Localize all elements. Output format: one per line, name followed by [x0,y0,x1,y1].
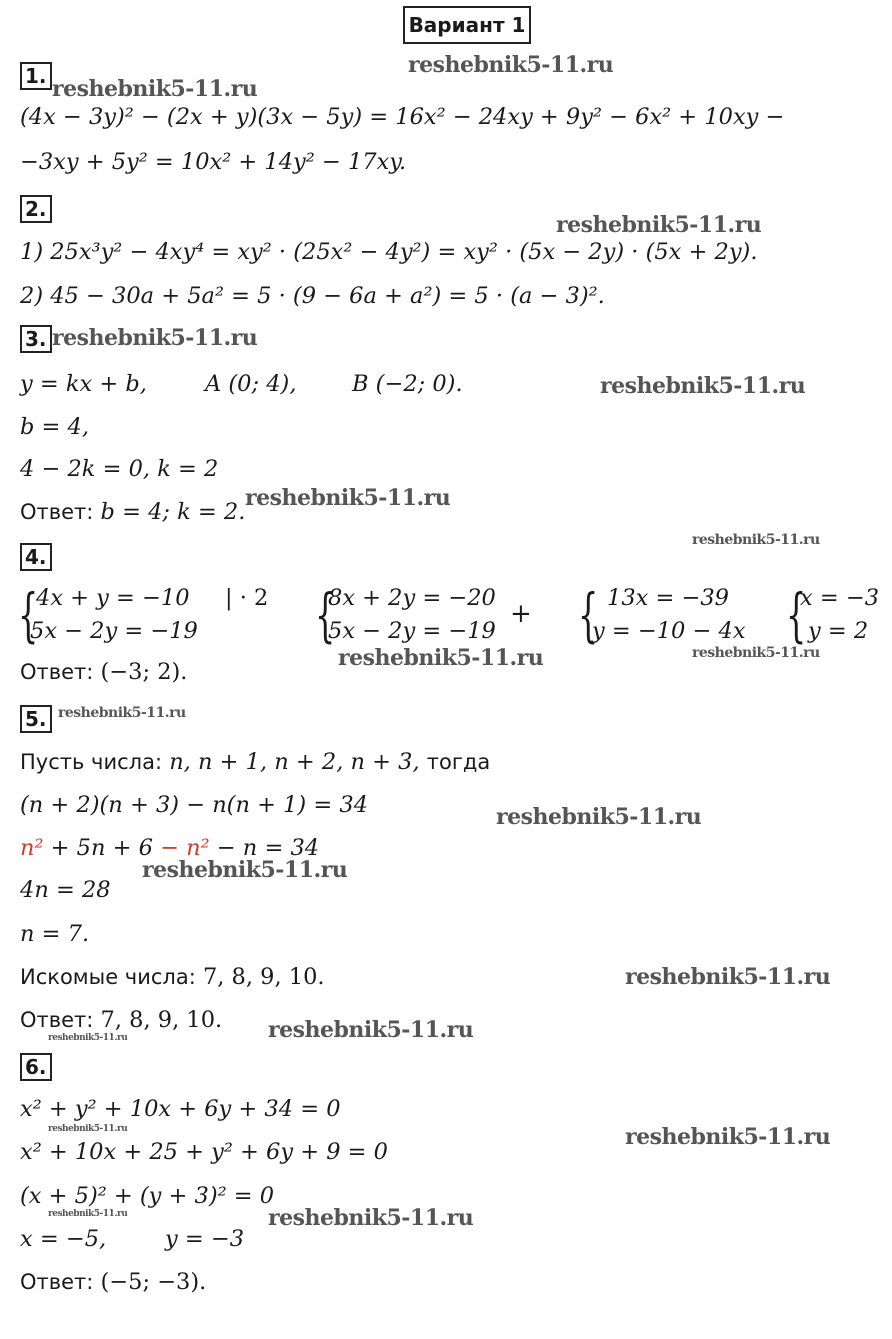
problem-2-line-1: 1) 25x³y² − 4xy⁴ = xy² · (25x² − 4y²) = xy² · (5x − 2y) · (5x + 2y). [20,239,758,265]
watermark: reshebnik5-11.ru [600,373,806,399]
problem-6-line-1: x² + y² + 10x + 6y + 34 = 0 [20,1096,341,1122]
system-1-row-1: 4x + y = −10 [36,585,190,611]
sought-value: 7, 8, 9, 10. [202,964,325,990]
answer-value: 7, 8, 9, 10. [100,1007,223,1033]
problem-3-point-b: B (−2; 0). [352,371,463,397]
watermark: reshebnik5-11.ru [52,325,258,351]
intro-math: n, n + 1, n + 2, n + 3, [169,749,420,775]
system-brace: { [786,581,807,649]
system-2-row-2: 5x − 2y = −19 [328,618,496,644]
problem-5-number: 5. [20,705,52,733]
system-1-multiplier: | · 2 [225,585,269,611]
watermark: reshebnik5-11.ru [268,1205,474,1231]
system-1-row-2: 5x − 2y = −19 [30,618,198,644]
problem-6-line-2: x² + 10x + 25 + y² + 6y + 9 = 0 [20,1139,388,1165]
answer-value: (−5; −3). [100,1269,207,1295]
problem-1-line-1: (4x − 3y)² − (2x + y)(3x − 5y) = 16x² − 24xy + 9y² − 6x² + 10xy − [20,104,785,130]
intro-tail: тогда [426,750,491,774]
watermark: reshebnik5-11.ru [692,532,820,548]
watermark: reshebnik5-11.ru [268,1017,474,1043]
answer-label: Ответ: [20,1270,94,1294]
problem-2-line-2: 2) 45 − 30a + 5a² = 5 · (9 − 6a + a²) = 5 · (a − 3)². [20,283,605,309]
watermark: reshebnik5-11.ru [52,76,258,102]
problem-6-answer [20,1268,206,1296]
sought-label: Искомые числа: [20,965,196,989]
system-3-row-1: 13x = −39 [607,585,729,611]
problem-3-line-3: 4 − 2k = 0, k = 2 [20,456,219,482]
variant-title: Вариант 1 [403,6,531,44]
watermark: reshebnik5-11.ru [58,705,186,721]
problem-5-line-2: (n + 2)(n + 3) − n(n + 1) = 34 [20,792,368,818]
watermark: reshebnik5-11.ru [408,52,614,78]
problem-5-line-5: n = 7. [20,921,90,947]
watermark: reshebnik5-11.ru [625,1124,831,1150]
answer-label: Ответ: [20,660,94,684]
answer-value: b = 4; k = 2. [100,499,246,525]
problem-5-answer [20,1006,222,1034]
problem-1-line-2: −3xy + 5y² = 10x² + 14y² − 17xy. [20,149,407,175]
answer-value: (−3; 2). [100,659,188,685]
problem-6-line-4a: x = −5, [20,1226,107,1252]
answer-label: Ответ: [20,500,94,524]
watermark: reshebnik5-11.ru [625,964,831,990]
problem-3-point-a: A (0; 4), [205,371,297,397]
problem-5-sought [20,963,325,991]
problem-4-answer [20,658,187,686]
problem-5-intro [20,748,490,776]
watermark: reshebnik5-11.ru [245,485,451,511]
system-brace: { [578,581,599,649]
plus-sign: + [510,599,532,629]
system-4-row-2: y = 2 [808,618,869,644]
answer-label: Ответ: [20,1008,94,1032]
system-2-row-1: 8x + 2y = −20 [328,585,496,611]
system-4-row-1: x = −3 [800,585,880,611]
watermark: reshebnik5-11.ru [496,804,702,830]
red-term: − n² [160,835,210,861]
problem-3-number: 3. [20,325,52,353]
watermark: reshebnik5-11.ru [692,645,820,661]
problem-1-number: 1. [20,62,52,90]
problem-6-number: 6. [20,1053,52,1081]
problem-6-line-3: (x + 5)² + (y + 3)² = 0 [20,1183,275,1209]
system-3-row-2: y = −10 − 4x [592,618,746,644]
problem-6-line-4b: y = −3 [165,1226,245,1252]
watermark: reshebnik5-11.ru [48,1124,128,1134]
watermark: reshebnik5-11.ru [556,212,762,238]
problem-3-line-2: b = 4, [20,414,90,440]
watermark: reshebnik5-11.ru [48,1209,128,1219]
problem-4-number: 4. [20,543,52,571]
watermark: reshebnik5-11.ru [48,1033,128,1043]
middle-terms: + 5n + 6 [50,835,153,861]
problem-3-equation: y = kx + b, [20,371,147,397]
watermark: reshebnik5-11.ru [338,645,544,671]
system-brace: { [18,581,39,649]
problem-5-line-4: 4n = 28 [20,877,111,903]
system-brace: { [315,581,336,649]
problem-3-answer [20,498,245,526]
intro-text: Пусть числа: [20,750,163,774]
end-terms: − n = 34 [216,835,320,861]
watermark: reshebnik5-11.ru [142,857,348,883]
red-term: n² [20,835,44,861]
problem-2-number: 2. [20,195,52,223]
